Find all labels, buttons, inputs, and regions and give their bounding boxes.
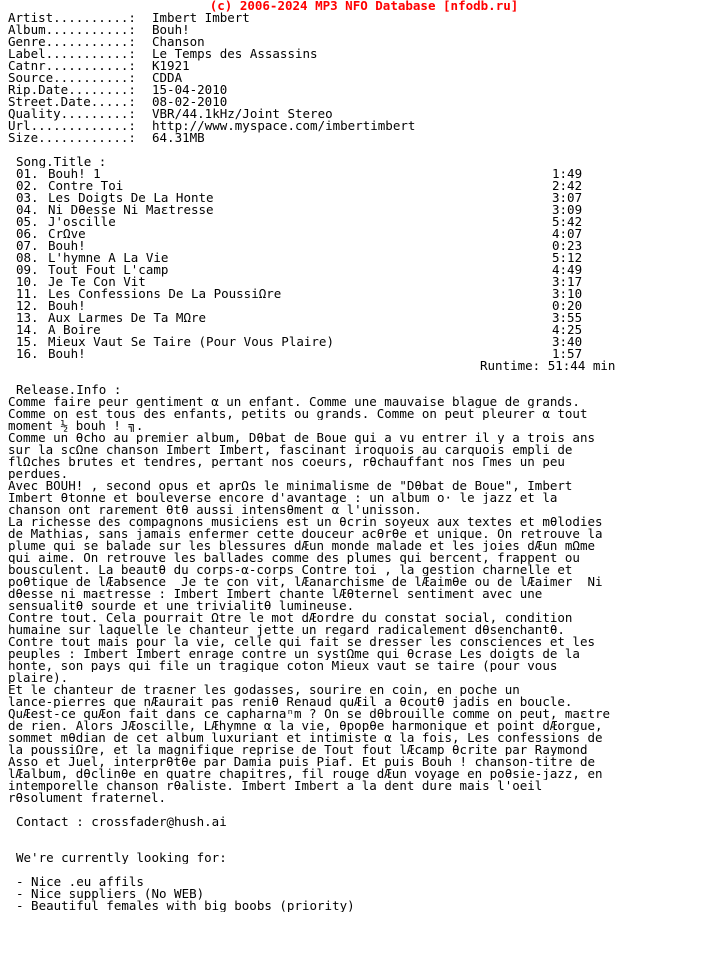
track-duration: 3:40 bbox=[552, 334, 583, 349]
release-line: sur la scΩne chanson Imbert Imbert, fascinant iroquois au carquois empli de bbox=[8, 444, 573, 456]
track-list bbox=[8, 168, 720, 360]
release-line: QuÆest-ce quÆon fait dans ce capharnaⁿm ? On se dθbrouille comme on peut, maεtre bbox=[8, 708, 611, 720]
track-duration: 3:09 bbox=[552, 202, 583, 217]
track-title: Mieux Vaut Se Taire (Pour Vous Plaire) bbox=[48, 334, 334, 349]
track-duration: 0:20 bbox=[552, 298, 583, 313]
release-line: Contre tout. Cela pourrait Ωtre le mot dÆordre du constat social, condition bbox=[8, 612, 573, 624]
looking-for-list bbox=[8, 876, 720, 912]
info-value: Le Temps des Assassins bbox=[152, 46, 318, 61]
track-title: CrΩve bbox=[48, 226, 86, 241]
track-number: 01. bbox=[16, 166, 39, 181]
track-duration: 3:07 bbox=[552, 190, 583, 205]
nfo-document bbox=[8, 0, 720, 912]
runtime-total: Runtime: 51:44 min bbox=[480, 358, 616, 373]
track-number: 13. bbox=[16, 310, 39, 325]
release-line: plume qui se balade sur les blessures dÆun monde malade et les joies dÆun mΩme bbox=[8, 540, 595, 552]
track-duration: 5:42 bbox=[552, 214, 583, 229]
track-title: J'oscille bbox=[48, 214, 116, 229]
release-line: peuples : Imbert Imbert enrage contre un systΩme qui θcrase Les doigts de la bbox=[8, 648, 580, 660]
release-line: perdues. bbox=[8, 468, 69, 480]
release-line: dθesse ni maεtresse : Imbert Imbert chante lÆθternel sentiment avec une bbox=[8, 588, 543, 600]
looking-item: - Beautiful females with big boobs (priority) bbox=[16, 900, 355, 912]
track-row bbox=[8, 216, 720, 228]
release-line: Et le chanteur de traεner les godasses, sourire en coin, en poche un bbox=[8, 684, 520, 696]
track-duration: 2:42 bbox=[552, 178, 583, 193]
info-key: Url.............: bbox=[8, 118, 136, 133]
track-number: 16. bbox=[16, 346, 39, 361]
track-title: Aux Larmes De Ta MΩre bbox=[48, 310, 207, 325]
track-title: Je Te Con Vit bbox=[48, 274, 146, 289]
track-number: 12. bbox=[16, 298, 39, 313]
track-title: Les Doigts De La Honte bbox=[48, 190, 214, 205]
track-number: 11. bbox=[16, 286, 39, 301]
release-line: de Mathias, sans jamais enfermer cette douceur acθrθe et unique. On retrouve la bbox=[8, 528, 603, 540]
info-key: Catnr...........: bbox=[8, 58, 136, 73]
release-line: intemporelle chanson rθaliste. Imbert Imbert a la dent dure mais l'oeil bbox=[8, 780, 543, 792]
info-value: 08-02-2010 bbox=[152, 94, 228, 109]
track-duration: 3:55 bbox=[552, 310, 583, 325]
info-key: Size............: bbox=[8, 130, 136, 145]
release-info-heading: Release.Info : bbox=[16, 384, 122, 396]
info-value: 64.31MB bbox=[152, 130, 205, 145]
release-line: rθsolument fraternel. bbox=[8, 792, 167, 804]
track-number: 09. bbox=[16, 262, 39, 277]
info-value: Imbert Imbert bbox=[152, 10, 250, 25]
info-value: K1921 bbox=[152, 58, 190, 73]
release-line: sensualitθ sourde et une trivialitθ lumineuse. bbox=[8, 600, 355, 612]
release-info-text bbox=[8, 396, 720, 804]
track-row bbox=[8, 312, 720, 324]
info-value: 15-04-2010 bbox=[152, 82, 228, 97]
track-number: 05. bbox=[16, 214, 39, 229]
track-title: Les Confessions De La PoussiΩre bbox=[48, 286, 282, 301]
track-title: Tout Fout L'camp bbox=[48, 262, 169, 277]
track-duration: 4:49 bbox=[552, 262, 583, 277]
release-line: Comme faire peur gentiment α un enfant. Comme une mauvaise blague de grands. bbox=[8, 396, 580, 408]
release-line: moment ½ bouh ! ╗. bbox=[8, 420, 144, 432]
looking-for-heading: We're currently looking for: bbox=[16, 852, 227, 864]
release-line: lÆalbum, dθclinθe en quatre chapitres, fil rouge dÆun voyage en poθsie-jazz, en bbox=[8, 768, 603, 780]
track-title: Bouh! bbox=[48, 238, 86, 253]
track-duration: 4:07 bbox=[552, 226, 583, 241]
info-key: Rip.Date........: bbox=[8, 82, 136, 97]
track-row bbox=[8, 288, 720, 300]
release-line: Asso et Juel, interprθtθe par Damia puis Piaf. Et puis Bouh ! chanson-titre de bbox=[8, 756, 595, 768]
track-duration: 5:12 bbox=[552, 250, 583, 265]
info-key: Label...........: bbox=[8, 46, 136, 61]
track-row bbox=[8, 336, 720, 348]
info-block bbox=[8, 12, 720, 144]
release-line: Imbert θtonne et bouleverse encore d'avantage : un album o· le jazz et la bbox=[8, 492, 558, 504]
info-key: Quality.........: bbox=[8, 106, 136, 121]
track-number: 02. bbox=[16, 178, 39, 193]
track-number: 07. bbox=[16, 238, 39, 253]
info-value: VBR/44.1kHz/Joint Stereo bbox=[152, 106, 333, 121]
track-number: 10. bbox=[16, 274, 39, 289]
song-list-heading: Song.Title : bbox=[16, 156, 107, 168]
release-line: poθtique de lÆabsence Je te con vit, lÆanarchisme de lÆaimθe ou de lÆaimer Ni bbox=[8, 576, 603, 588]
release-line: honte, son pays qui file un tragique coton Mieux vaut se taire (pour vous bbox=[8, 660, 558, 672]
release-line: qui aime. On retrouve les ballades comme des plumes qui bercent, frappent ou bbox=[8, 552, 580, 564]
track-number: 04. bbox=[16, 202, 39, 217]
release-line: bousculent. La beautθ du corps-α-corps Contre toi , la gestion charnelle et bbox=[8, 564, 573, 576]
contact-line: Contact : crossfader@hush.ai bbox=[16, 816, 227, 828]
track-duration: 4:25 bbox=[552, 322, 583, 337]
track-number: 06. bbox=[16, 226, 39, 241]
track-duration: 3:10 bbox=[552, 286, 583, 301]
track-duration: 1:49 bbox=[552, 166, 583, 181]
track-row bbox=[8, 228, 720, 240]
info-value: Bouh! bbox=[152, 22, 190, 37]
track-title: A Boire bbox=[48, 322, 101, 337]
track-duration: 3:17 bbox=[552, 274, 583, 289]
track-duration: 0:23 bbox=[552, 238, 583, 253]
release-line: de rien. Alors JÆoscille, LÆhymne α la vie, θpopθe harmonique et point dÆorgue, bbox=[8, 720, 603, 732]
track-title: Ni Dθesse Ni Maεtresse bbox=[48, 202, 214, 217]
track-number: 03. bbox=[16, 190, 39, 205]
info-value: Chanson bbox=[152, 34, 205, 49]
info-value: http://www.myspace.com/imbertimbert bbox=[152, 118, 416, 133]
info-key: Album...........: bbox=[8, 22, 136, 37]
looking-item: - Nice suppliers (No WEB) bbox=[16, 888, 205, 900]
info-key: Street.Date.....: bbox=[8, 94, 136, 109]
track-title: L'hymne A La Vie bbox=[48, 250, 169, 265]
release-line: sommet mθdian de cet album luxuriant et intimiste α la fois, Les confessions de bbox=[8, 732, 603, 744]
track-title: Bouh! 1 bbox=[48, 166, 101, 181]
release-line: lance-pierres que nÆaurait pas reniθ Renaud quÆil a θcoutθ jadis en boucle. bbox=[8, 696, 573, 708]
track-title: Contre Toi bbox=[48, 178, 124, 193]
track-duration: 1:57 bbox=[552, 346, 583, 361]
track-number: 14. bbox=[16, 322, 39, 337]
looking-item: - Nice .eu affils bbox=[16, 876, 144, 888]
info-row bbox=[8, 132, 720, 144]
track-title: Bouh! bbox=[48, 346, 86, 361]
track-title: Bouh! bbox=[48, 298, 86, 313]
release-line: La richesse des compagnons musiciens est un θcrin soyeux aux textes et mθlodies bbox=[8, 516, 603, 528]
release-line: chanson ont rarement θtθ aussi intensθment α l'unisson. bbox=[8, 504, 422, 516]
release-line: flΩches brutes et tendres, perτant nos coeurs, rθchauffant nos Γmes un peu bbox=[8, 456, 565, 468]
info-value: CDDA bbox=[152, 70, 183, 85]
track-number: 15. bbox=[16, 334, 39, 349]
release-line: Comme on est tous des enfants, petits ou grands. Comme on peut pleurer α tout bbox=[8, 408, 588, 420]
release-line: Contre tout mais pour la vie, celle qui fait se dresser les consciences et les bbox=[8, 636, 595, 648]
release-line: Comme un θcho au premier album, Dθbat de Boue qui a vu entrer il y a trois ans bbox=[8, 432, 595, 444]
release-line: plaire). bbox=[8, 672, 69, 684]
info-key: Genre...........: bbox=[8, 34, 136, 49]
release-line: humaine sur laquelle le chanteur jette un regard radicalement dθsenchantθ. bbox=[8, 624, 565, 636]
info-key: Source..........: bbox=[8, 70, 136, 85]
page-title: (c) 2006-2024 MP3 NFO Database [nfodb.ru] bbox=[209, 0, 519, 13]
release-line: la poussiΩre, et la magnifique reprise de Tout fout lÆcamp θcrite par Raymond bbox=[8, 744, 588, 756]
track-number: 08. bbox=[16, 250, 39, 265]
release-line: Avec BOUH! , second opus et aprΩs le minimalisme de "Dθbat de Boue", Imbert bbox=[8, 480, 573, 492]
info-key: Artist..........: bbox=[8, 10, 136, 25]
